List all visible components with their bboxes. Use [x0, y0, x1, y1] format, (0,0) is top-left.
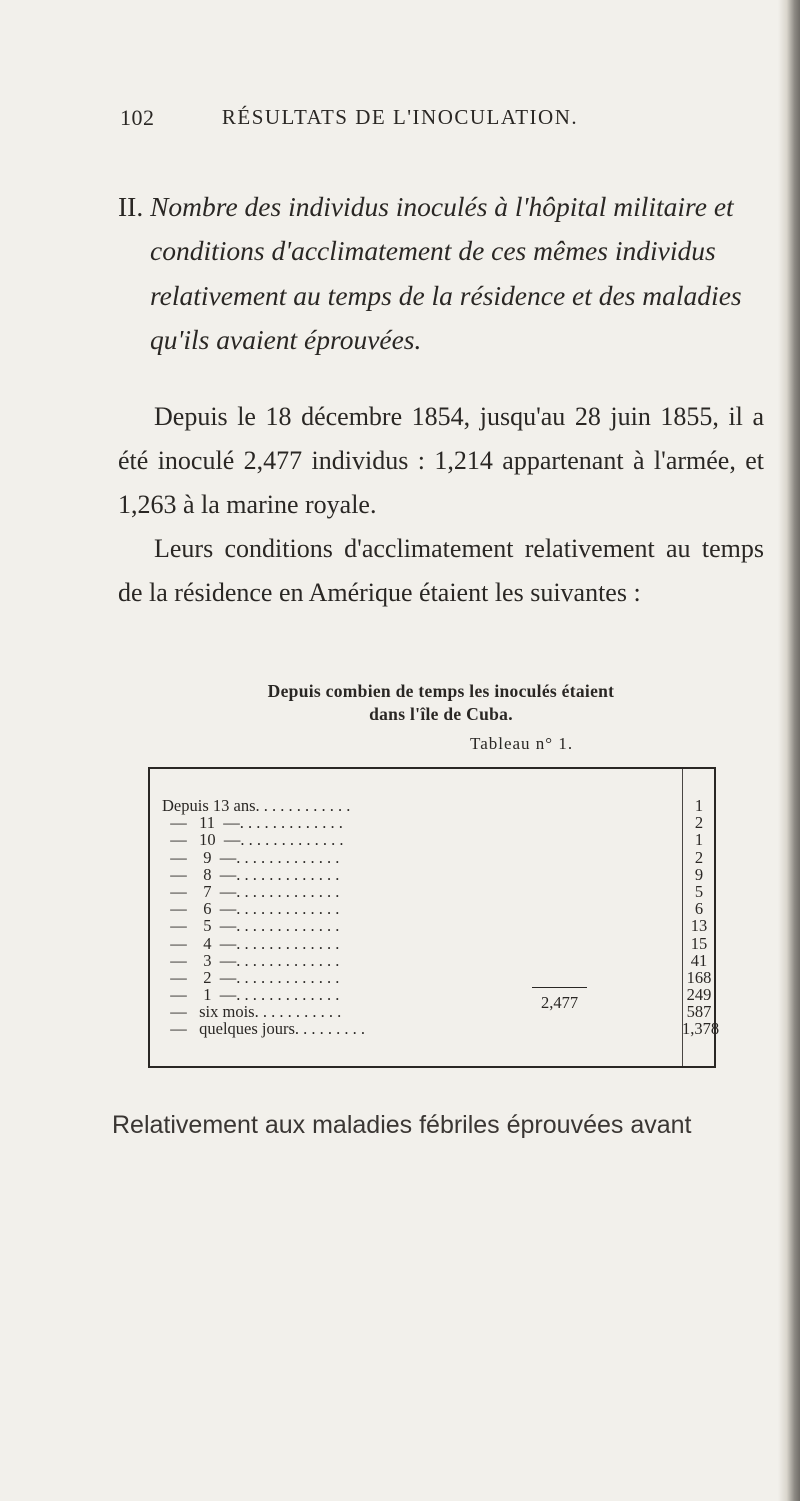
section-heading	[118, 185, 770, 362]
table-row-label: — quelques jours. . . . . . . . .	[162, 1019, 366, 1039]
table-row	[150, 1019, 720, 1039]
table-row-value: 6	[694, 899, 704, 919]
table-row-label: — 1 —. . . . . . . . . . . . .	[162, 985, 340, 1005]
table-row-label: Depuis 13 ans. . . . . . . . . . . .	[162, 796, 351, 815]
table-row-value: 1	[694, 796, 704, 815]
table-total: 2,477	[540, 993, 579, 1012]
table-row-label: — 11 —. . . . . . . . . . . . .	[162, 813, 343, 833]
table-row-label: — 7 —. . . . . . . . . . . . .	[162, 881, 340, 901]
residence-table	[148, 767, 720, 1068]
table-row	[150, 969, 714, 986]
table-row	[150, 849, 714, 866]
table-row-label: — 2 —. . . . . . . . . . . . .	[162, 967, 340, 987]
paragraph-maladies: Relativement aux maladies fébriles éprouvées avant	[112, 1111, 692, 1139]
table-row-value: 587	[686, 1002, 712, 1022]
table-row-label: — 3 —. . . . . . . . . . . . .	[162, 950, 340, 970]
table-row-value: 9	[694, 864, 704, 884]
table-row	[150, 900, 714, 917]
table-label: Tableau n° 1.	[470, 734, 574, 753]
table-row	[150, 1003, 714, 1020]
table-row	[150, 935, 714, 952]
table-row-label: — 8 —. . . . . . . . . . . . .	[162, 864, 340, 884]
table-row	[150, 814, 714, 831]
table-row-label: — 6 —. . . . . . . . . . . . .	[162, 899, 340, 919]
table-row-value: 249	[686, 985, 712, 1005]
section-number: II.	[118, 191, 144, 222]
table-title-line-1: Depuis combien de temps les inoculés étaient	[267, 681, 615, 701]
page-edge	[778, 0, 800, 1501]
section-title: Nombre des individus inoculés à l'hôpital militaire et conditions d'acclimatement de ces mêmes individus relativement au temps de la résidence et des maladies qu'ils avaient éprouvées.	[150, 191, 742, 355]
table-row-label: — 5 —. . . . . . . . . . . . .	[162, 916, 340, 936]
table-row-label: — 10 —. . . . . . . . . . . . .	[162, 830, 344, 850]
table-rows	[150, 796, 720, 1039]
running-title: RÉSULTATS DE L'INOCULATION.	[221, 105, 579, 129]
page-number: 102	[120, 105, 155, 130]
table-row	[150, 883, 714, 900]
table-row	[150, 831, 714, 848]
sum-line	[532, 987, 587, 988]
table-row-value: 13	[690, 916, 708, 936]
table-row	[150, 917, 714, 934]
paragraph-acclimatement: Leurs conditions d'acclimatement relativement au temps de la résidence en Amérique étaient les suivantes :	[118, 534, 764, 607]
page-header	[0, 105, 800, 135]
table-row-label: — 9 —. . . . . . . . . . . . .	[162, 847, 340, 867]
table-row	[150, 952, 714, 969]
table-row-value: 15	[690, 933, 708, 953]
table-row	[150, 866, 714, 883]
table-row-value: 1	[694, 830, 704, 850]
table-row-value: 5	[694, 881, 704, 901]
table-row-value: 168	[686, 967, 712, 987]
paragraph-inoculation-count: Depuis le 18 décembre 1854, jusqu'au 28 juin 1855, il a été inoculé 2,477 individus : 1,214 appartenant à l'armée, et 1,263 à la marine royale.	[118, 402, 764, 519]
table-row	[150, 986, 714, 1003]
table-row-value: 2	[694, 813, 704, 833]
table-row-label: — six mois. . . . . . . . . . .	[162, 1002, 342, 1022]
table-row	[150, 797, 714, 814]
table-title-line-2: dans l'île de Cuba.	[369, 704, 513, 724]
table-row-label: — 4 —. . . . . . . . . . . . .	[162, 933, 340, 953]
table-row-value: 2	[694, 847, 704, 867]
table-row-value: 1,378	[682, 1019, 720, 1039]
table-row-value: 41	[690, 950, 708, 970]
